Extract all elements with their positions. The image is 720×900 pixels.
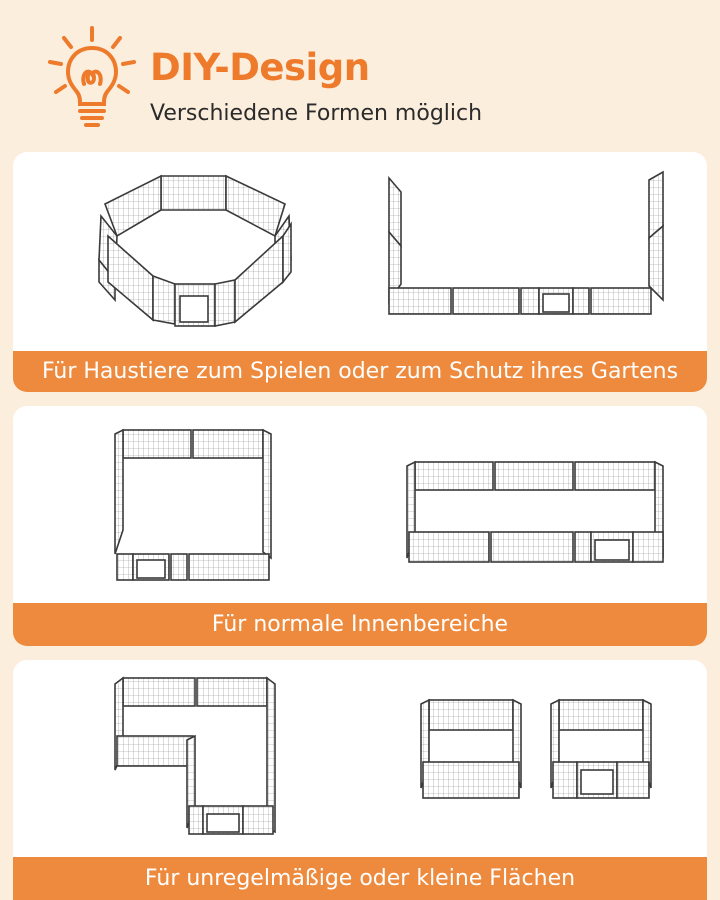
panel-play-garden	[13, 152, 707, 392]
panel-1-figures	[13, 152, 707, 348]
square-enclosure-figure	[115, 430, 271, 580]
header	[0, 0, 720, 150]
octagon-enclosure-figure	[99, 176, 291, 326]
caption-irregular: Für unregelmäßige oder kleine Flächen	[13, 857, 707, 900]
l-shape-enclosure-figure	[115, 678, 275, 834]
panel-2-figures	[13, 406, 707, 602]
u-shape-fence-figure	[389, 172, 663, 314]
page-title: DIY-Design	[150, 46, 370, 89]
caption-play-garden: Für Haustiere zum Spielen oder zum Schutz ihres Gartens	[13, 351, 707, 392]
lightbulb-icon	[44, 22, 140, 132]
rectangle-enclosure-figure	[407, 462, 663, 562]
panel-indoor	[13, 406, 707, 646]
caption-indoor: Für normale Innenbereiche	[13, 603, 707, 646]
panel-irregular	[13, 660, 707, 900]
page-subtitle: Verschiedene Formen möglich	[150, 101, 483, 126]
panel-3-figures	[13, 660, 707, 856]
two-small-enclosures-figure	[421, 700, 651, 798]
